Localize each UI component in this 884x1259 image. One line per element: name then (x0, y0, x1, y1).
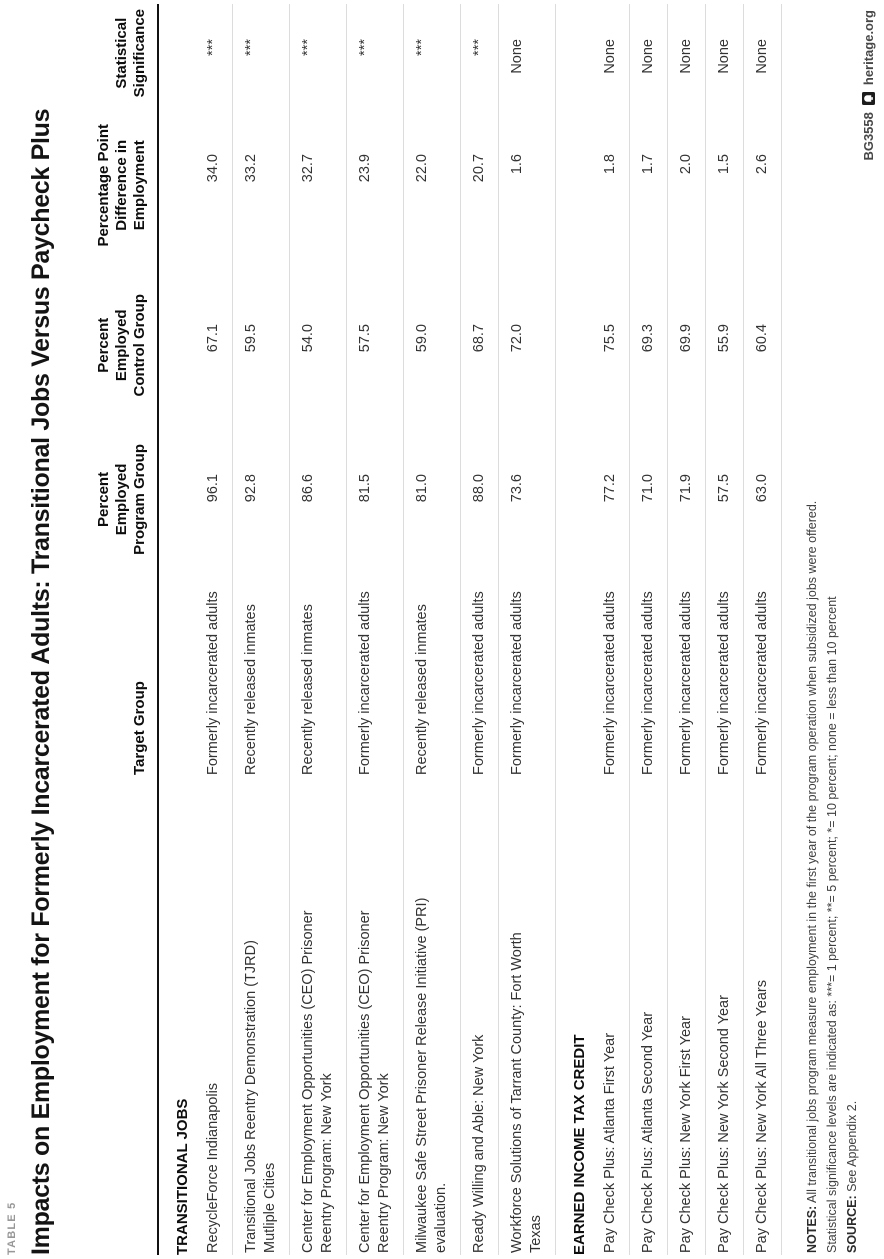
percent-employed-program-group-value: 71.0 (640, 474, 656, 503)
percent-employed-program-group-value: 77.2 (602, 474, 618, 503)
section-header: EARNED INCOME TAX CREDIT (571, 1034, 588, 1255)
page-title: Impacts on Employment for Formerly Incarcerated Adults: Transitional Jobs Versus Paycheck Plus (27, 108, 55, 1255)
statistical-significance-value: *** (300, 39, 316, 56)
program-name: Ready Willing and Able: New York (471, 1034, 487, 1253)
target-group: Formerly incarcerated adults (754, 591, 770, 775)
table-row (290, 4, 347, 1255)
table-row (592, 4, 630, 1255)
target-group: Formerly incarcerated adults (205, 591, 221, 775)
table-row (404, 4, 461, 1255)
program-name: Workforce Solutions of Tarrant County: Fort Worth Texas (509, 932, 544, 1253)
table-row (195, 4, 233, 1255)
percent-employed-control-group-value: 68.7 (471, 324, 487, 353)
column-header-percent-employed-program-group: Percent Employed Program Group (95, 444, 148, 555)
heritage-logo-icon (862, 92, 875, 105)
section-header-row (159, 4, 195, 1255)
percentage-point-difference-value: 2.6 (754, 154, 770, 175)
percent-employed-control-group-value: 69.3 (640, 324, 656, 353)
report-footer (861, 10, 876, 161)
target-group: Recently released inmates (300, 604, 316, 775)
target-group: Formerly incarcerated adults (471, 591, 487, 775)
percentage-point-difference-value: 22.0 (414, 154, 430, 183)
table-row (630, 4, 668, 1255)
program-name: Center for Employment Opportunities (CEO) Prisoner Reentry Program: New York (300, 910, 335, 1253)
percent-employed-control-group-value: 72.0 (509, 324, 525, 353)
percentage-point-difference-value: 20.7 (471, 154, 487, 183)
table-body (159, 4, 782, 1255)
table-label: TABLE 5 (6, 1201, 18, 1255)
program-name: Milwaukee Safe Street Prisoner Release Initiative (PRI) evaluation. (414, 897, 449, 1253)
table-row (233, 4, 290, 1255)
percent-employed-control-group-value: 59.0 (414, 324, 430, 353)
program-name: Pay Check Plus: Atlanta Second Year (640, 1011, 656, 1253)
percentage-point-difference-value: 1.6 (509, 154, 525, 175)
section-header: TRANSITIONAL JOBS (174, 1098, 191, 1255)
percentage-point-difference-value: 33.2 (243, 154, 259, 183)
percent-employed-control-group-value: 55.9 (716, 324, 732, 353)
percent-employed-control-group-value: 54.0 (300, 324, 316, 353)
target-group: Recently released inmates (414, 604, 430, 775)
percent-employed-program-group-value: 71.9 (678, 474, 694, 503)
notes-text: All transitional jobs program measure employment in the first year of the program operation when subsidized jobs were offered. (805, 500, 819, 1203)
notes-line (802, 4, 822, 1253)
program-name: Pay Check Plus: New York All Three Years (754, 980, 770, 1253)
percentage-point-difference-value: 23.9 (357, 154, 373, 183)
percentage-point-difference-value: 34.0 (205, 154, 221, 183)
statistical-significance-value: *** (414, 39, 430, 56)
report-id: BG3558 (861, 112, 876, 161)
percent-employed-control-group-value: 57.5 (357, 324, 373, 353)
statistical-significance-value: None (754, 39, 770, 74)
percentage-point-difference-value: 1.8 (602, 154, 618, 175)
percent-employed-program-group-value: 81.5 (357, 474, 373, 503)
percent-employed-control-group-value: 60.4 (754, 324, 770, 353)
percent-employed-program-group-value: 88.0 (471, 474, 487, 503)
percentage-point-difference-value: 1.5 (716, 154, 732, 175)
source-label: SOURCE: (845, 1195, 859, 1253)
target-group: Formerly incarcerated adults (640, 591, 656, 775)
percent-employed-program-group-value: 96.1 (205, 474, 221, 503)
target-group: Formerly incarcerated adults (357, 591, 373, 775)
percent-employed-program-group-value: 86.6 (300, 474, 316, 503)
target-group: Formerly incarcerated adults (678, 591, 694, 775)
statistical-significance-value: None (602, 39, 618, 74)
percent-employed-program-group-value: 57.5 (716, 474, 732, 503)
program-name: Pay Check Plus: Atlanta First Year (602, 1032, 618, 1253)
data-table (95, 4, 782, 1255)
percent-employed-program-group-value: 92.8 (243, 474, 259, 503)
percentage-point-difference-value: 32.7 (300, 154, 316, 183)
table-header-row (95, 4, 159, 1255)
target-group: Formerly incarcerated adults (716, 591, 732, 775)
notes-label: NOTES: (805, 1205, 819, 1253)
table-row (668, 4, 706, 1255)
target-group: Formerly incarcerated adults (509, 591, 525, 775)
source-line (842, 4, 862, 1253)
program-name: Center for Employment Opportunities (CEO) Prisoner Reentry Program: New York (357, 910, 392, 1253)
percent-employed-program-group-value: 73.6 (509, 474, 525, 503)
statistical-significance-value: *** (471, 39, 487, 56)
statistical-significance-value: None (716, 39, 732, 74)
percent-employed-control-group-value: 75.5 (602, 324, 618, 353)
table-row (706, 4, 744, 1255)
column-header-statistical-significance: Statistical Significance (113, 9, 148, 98)
section-header-row (556, 4, 592, 1255)
table-row (347, 4, 404, 1255)
table-row (461, 4, 499, 1255)
statistical-significance-value: *** (205, 39, 221, 56)
column-header-percent-employed-control-group: Percent Employed Control Group (95, 294, 148, 397)
percent-employed-program-group-value: 63.0 (754, 474, 770, 503)
statistical-significance-value: *** (243, 39, 259, 56)
column-header-target-group: Target Group (131, 681, 148, 775)
target-group: Formerly incarcerated adults (602, 591, 618, 775)
table-notes (802, 4, 862, 1255)
program-name: RecycleForce Indianapolis (205, 1082, 221, 1253)
percent-employed-control-group-value: 59.5 (243, 324, 259, 353)
program-name: Pay Check Plus: New York First Year (678, 1016, 694, 1253)
statistical-significance-value: None (509, 39, 525, 74)
percentage-point-difference-value: 2.0 (678, 154, 694, 175)
significance-legend-line: Statistical significance levels are indicated as: ***= 1 percent; **= 5 percent; *= 10 percent; none = less than 10 percent (825, 596, 839, 1253)
statistical-significance-value: None (678, 39, 694, 74)
target-group: Recently released inmates (243, 604, 259, 775)
site-label: heritage.org (861, 10, 876, 86)
percentage-point-difference-value: 1.7 (640, 154, 656, 175)
table-row (499, 4, 556, 1255)
source-text: See Appendix 2. (845, 1100, 859, 1192)
statistical-significance-value: *** (357, 39, 373, 56)
percent-employed-program-group-value: 81.0 (414, 474, 430, 503)
column-header-percentage-point-difference: Percentage Point Difference in Employment (95, 124, 148, 247)
percent-employed-control-group-value: 67.1 (205, 324, 221, 353)
program-name: Transitional Jobs Reentry Demonstration (TJRD) Mutliple Cities (243, 940, 278, 1253)
program-name: Pay Check Plus: New York Second Year (716, 995, 732, 1253)
statistical-significance-value: None (640, 39, 656, 74)
percent-employed-control-group-value: 69.9 (678, 324, 694, 353)
table-row (744, 4, 782, 1255)
